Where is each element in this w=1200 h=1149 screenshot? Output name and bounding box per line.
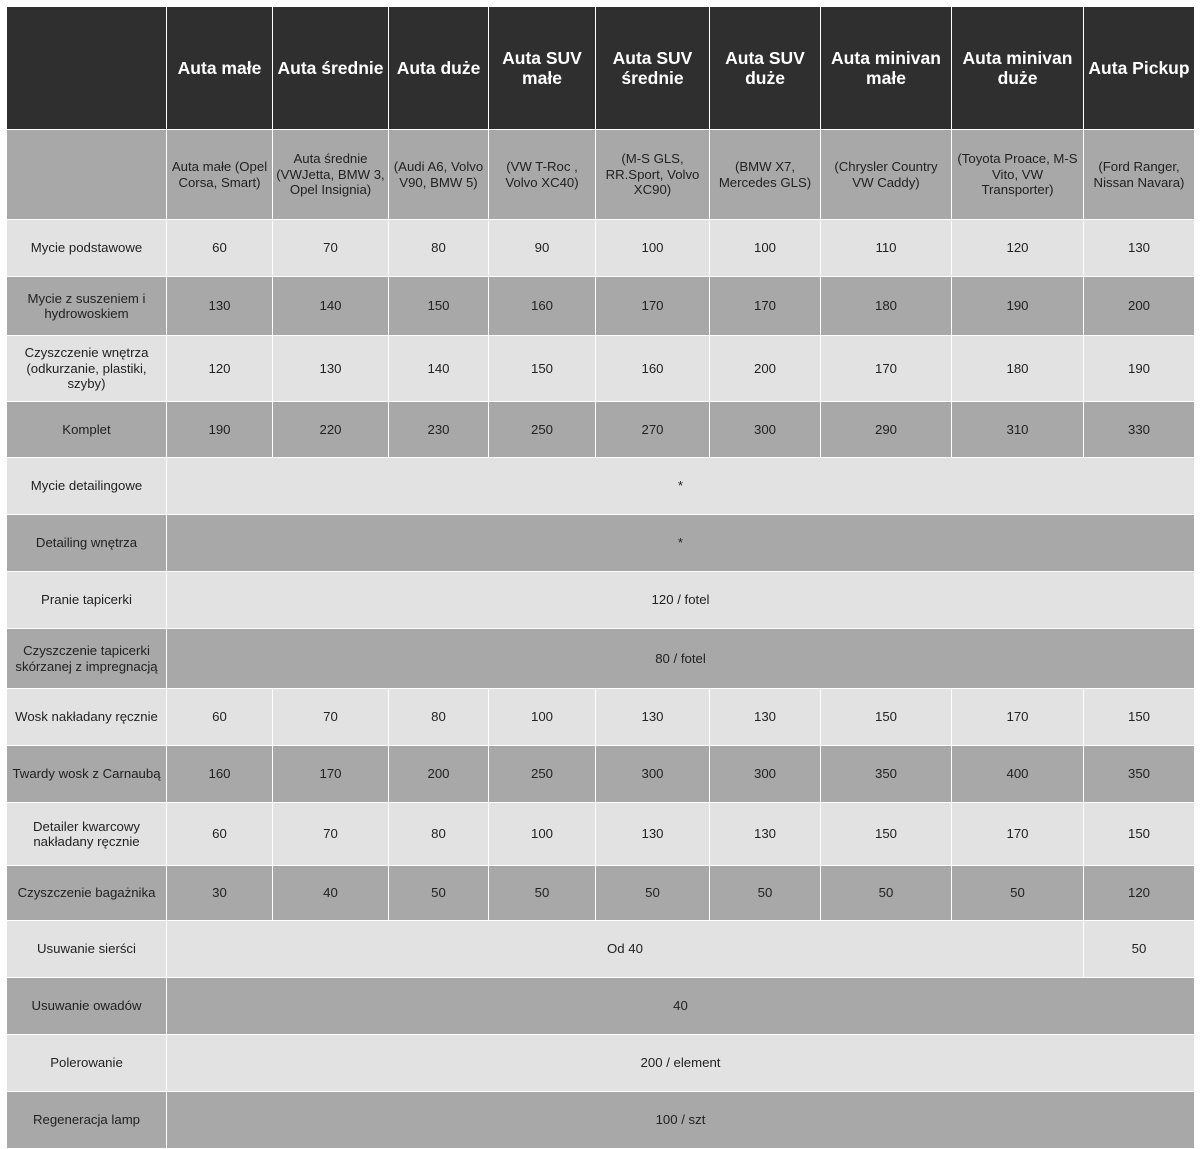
price-cell: 330 bbox=[1084, 402, 1195, 458]
price-cell: 170 bbox=[596, 277, 710, 336]
service-name: Czyszczenie wnętrza (odkurzanie, plastiki, szyby) bbox=[7, 336, 167, 402]
price-cell: 120 bbox=[952, 220, 1084, 277]
price-cell: 180 bbox=[952, 336, 1084, 402]
table-row bbox=[7, 746, 1195, 803]
price-cell: 170 bbox=[952, 689, 1084, 746]
example-models: Auta średnie (VWJetta, BMW 3, Opel Insignia) bbox=[273, 130, 389, 220]
column-header: Auta SUV duże bbox=[710, 7, 821, 130]
table-row bbox=[7, 978, 1195, 1035]
price-cell: 60 bbox=[167, 689, 273, 746]
price-cell: 120 / fotel bbox=[167, 572, 1195, 629]
price-cell: 170 bbox=[710, 277, 821, 336]
price-table bbox=[6, 6, 1195, 1149]
column-header: Auta SUV średnie bbox=[596, 7, 710, 130]
price-cell: 100 bbox=[710, 220, 821, 277]
column-header: Auta duże bbox=[389, 7, 489, 130]
price-cell: 80 / fotel bbox=[167, 629, 1195, 689]
table-row bbox=[7, 866, 1195, 921]
price-cell: 80 bbox=[389, 803, 489, 866]
price-cell: 270 bbox=[596, 402, 710, 458]
price-cell: 100 bbox=[489, 803, 596, 866]
price-cell: 200 bbox=[710, 336, 821, 402]
service-name: Mycie podstawowe bbox=[7, 220, 167, 277]
column-header: Auta średnie bbox=[273, 7, 389, 130]
price-cell: 60 bbox=[167, 803, 273, 866]
service-name: Regeneracja lamp bbox=[7, 1092, 167, 1149]
price-cell: 130 bbox=[1084, 220, 1195, 277]
price-cell: 200 bbox=[1084, 277, 1195, 336]
price-cell: 350 bbox=[1084, 746, 1195, 803]
table-row bbox=[7, 515, 1195, 572]
table-row bbox=[7, 336, 1195, 402]
service-name: Wosk nakładany ręcznie bbox=[7, 689, 167, 746]
service-name: Usuwanie owadów bbox=[7, 978, 167, 1035]
column-header: Auta minivan małe bbox=[821, 7, 952, 130]
price-cell: 110 bbox=[821, 220, 952, 277]
price-cell: 30 bbox=[167, 866, 273, 921]
price-cell: 220 bbox=[273, 402, 389, 458]
table-row bbox=[7, 921, 1195, 978]
service-name: Komplet bbox=[7, 402, 167, 458]
examples-row bbox=[7, 130, 1195, 220]
price-cell: 150 bbox=[389, 277, 489, 336]
table-row bbox=[7, 689, 1195, 746]
price-cell: 170 bbox=[273, 746, 389, 803]
service-name: Czyszczenie bagażnika bbox=[7, 866, 167, 921]
price-cell: 50 bbox=[489, 866, 596, 921]
price-cell: 50 bbox=[1084, 921, 1195, 978]
price-cell: 150 bbox=[489, 336, 596, 402]
price-cell: 170 bbox=[952, 803, 1084, 866]
service-name: Czyszczenie tapicerki skórzanej z impregnacją bbox=[7, 629, 167, 689]
column-header: Auta małe bbox=[167, 7, 273, 130]
table-row bbox=[7, 402, 1195, 458]
price-cell: 100 / szt bbox=[167, 1092, 1195, 1149]
example-models: (Audi A6, Volvo V90, BMW 5) bbox=[389, 130, 489, 220]
table-row bbox=[7, 572, 1195, 629]
example-models: (M-S GLS, RR.Sport, Volvo XC90) bbox=[596, 130, 710, 220]
price-cell: 180 bbox=[821, 277, 952, 336]
header-corner bbox=[7, 7, 167, 130]
example-models: Auta małe (Opel Corsa, Smart) bbox=[167, 130, 273, 220]
price-cell: 170 bbox=[821, 336, 952, 402]
example-models: (Chrysler Country VW Caddy) bbox=[821, 130, 952, 220]
price-cell: 140 bbox=[273, 277, 389, 336]
price-cell: 50 bbox=[821, 866, 952, 921]
price-cell: 160 bbox=[489, 277, 596, 336]
column-header: Auta Pickup bbox=[1084, 7, 1195, 130]
header-row bbox=[7, 7, 1195, 130]
price-cell: 50 bbox=[952, 866, 1084, 921]
price-cell: 50 bbox=[710, 866, 821, 921]
table-row bbox=[7, 277, 1195, 336]
price-cell: 230 bbox=[389, 402, 489, 458]
price-cell: 400 bbox=[952, 746, 1084, 803]
price-cell: 300 bbox=[710, 746, 821, 803]
price-cell: 150 bbox=[1084, 803, 1195, 866]
price-cell: 70 bbox=[273, 803, 389, 866]
price-cell: 150 bbox=[821, 803, 952, 866]
table-row bbox=[7, 629, 1195, 689]
service-name: Polerowanie bbox=[7, 1035, 167, 1092]
service-name: Detailing wnętrza bbox=[7, 515, 167, 572]
price-cell: 200 bbox=[389, 746, 489, 803]
price-cell: 80 bbox=[389, 220, 489, 277]
table-row bbox=[7, 220, 1195, 277]
price-cell: 150 bbox=[1084, 689, 1195, 746]
price-cell: 140 bbox=[389, 336, 489, 402]
price-cell: 310 bbox=[952, 402, 1084, 458]
price-cell: 300 bbox=[710, 402, 821, 458]
price-cell: 160 bbox=[167, 746, 273, 803]
examples-corner bbox=[7, 130, 167, 220]
price-cell: 350 bbox=[821, 746, 952, 803]
service-name: Usuwanie sierści bbox=[7, 921, 167, 978]
price-cell: 130 bbox=[710, 689, 821, 746]
price-cell: 130 bbox=[596, 689, 710, 746]
price-cell: 250 bbox=[489, 402, 596, 458]
price-table-container bbox=[6, 6, 1194, 1149]
price-cell: 130 bbox=[596, 803, 710, 866]
price-cell: 90 bbox=[489, 220, 596, 277]
price-cell: 160 bbox=[596, 336, 710, 402]
price-cell: Od 40 bbox=[167, 921, 1084, 978]
price-cell: * bbox=[167, 458, 1195, 515]
example-models: (Ford Ranger, Nissan Navara) bbox=[1084, 130, 1195, 220]
price-cell: 100 bbox=[489, 689, 596, 746]
price-cell: 190 bbox=[1084, 336, 1195, 402]
service-name: Pranie tapicerki bbox=[7, 572, 167, 629]
price-cell: 250 bbox=[489, 746, 596, 803]
service-name: Mycie z suszeniem i hydrowoskiem bbox=[7, 277, 167, 336]
price-cell: 60 bbox=[167, 220, 273, 277]
price-cell: * bbox=[167, 515, 1195, 572]
price-cell: 190 bbox=[952, 277, 1084, 336]
price-cell: 130 bbox=[167, 277, 273, 336]
price-cell: 40 bbox=[167, 978, 1195, 1035]
price-cell: 50 bbox=[389, 866, 489, 921]
service-name: Detailer kwarcowy nakładany ręcznie bbox=[7, 803, 167, 866]
price-cell: 80 bbox=[389, 689, 489, 746]
example-models: (Toyota Proace, M-S Vito, VW Transporter) bbox=[952, 130, 1084, 220]
price-cell: 200 / element bbox=[167, 1035, 1195, 1092]
example-models: (BMW X7, Mercedes GLS) bbox=[710, 130, 821, 220]
price-cell: 70 bbox=[273, 689, 389, 746]
price-cell: 300 bbox=[596, 746, 710, 803]
price-cell: 130 bbox=[273, 336, 389, 402]
price-cell: 120 bbox=[167, 336, 273, 402]
column-header: Auta SUV małe bbox=[489, 7, 596, 130]
price-cell: 70 bbox=[273, 220, 389, 277]
price-cell: 130 bbox=[710, 803, 821, 866]
price-cell: 50 bbox=[596, 866, 710, 921]
table-row bbox=[7, 1035, 1195, 1092]
price-table-body bbox=[7, 220, 1195, 1149]
price-cell: 150 bbox=[821, 689, 952, 746]
table-row bbox=[7, 458, 1195, 515]
service-name: Mycie detailingowe bbox=[7, 458, 167, 515]
price-cell: 40 bbox=[273, 866, 389, 921]
table-row bbox=[7, 803, 1195, 866]
price-cell: 290 bbox=[821, 402, 952, 458]
service-name: Twardy wosk z Carnaubą bbox=[7, 746, 167, 803]
example-models: (VW T-Roc , Volvo XC40) bbox=[489, 130, 596, 220]
price-cell: 190 bbox=[167, 402, 273, 458]
price-cell: 100 bbox=[596, 220, 710, 277]
price-cell: 120 bbox=[1084, 866, 1195, 921]
column-header: Auta minivan duże bbox=[952, 7, 1084, 130]
